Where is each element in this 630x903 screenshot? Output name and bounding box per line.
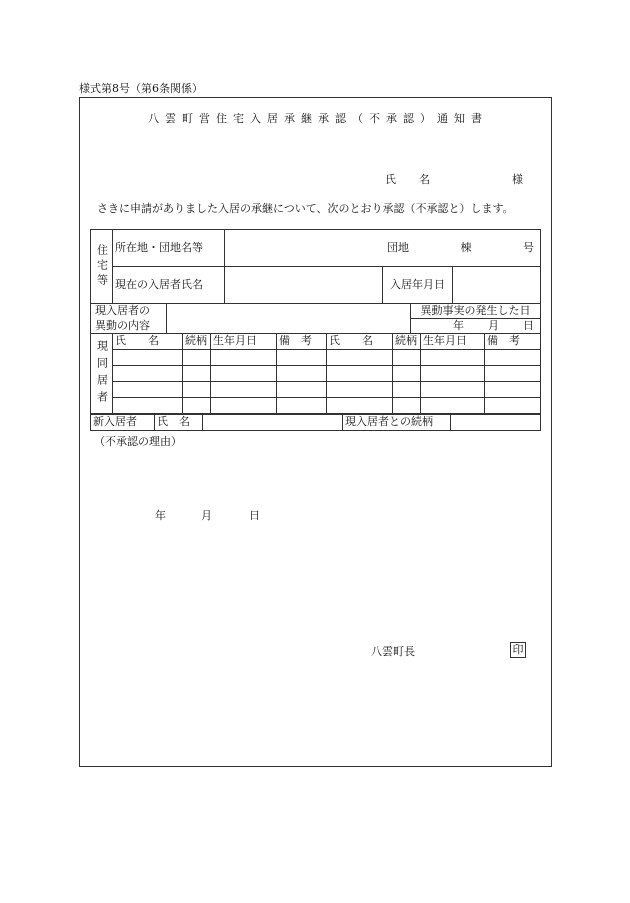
cohab-cell[interactable] xyxy=(183,350,211,366)
cohab-row xyxy=(91,382,541,398)
cohab-cell[interactable] xyxy=(327,398,393,414)
new-resident-table xyxy=(90,414,541,431)
cohab-cell[interactable] xyxy=(211,382,277,398)
document-title: 八雲町営住宅入居承継承認（不承認）通知書 xyxy=(148,112,488,125)
cohab-cell[interactable] xyxy=(211,350,277,366)
new-resident-relation-field[interactable] xyxy=(451,415,541,431)
cohab-cell[interactable] xyxy=(183,398,211,414)
cohab-cell[interactable] xyxy=(113,366,183,382)
form-number: 様式第8号（第6条関係） xyxy=(79,82,203,95)
cohab-cell[interactable] xyxy=(277,382,327,398)
seal-icon: 印 xyxy=(510,642,526,658)
change-label-line2: 異動の内容 xyxy=(95,318,150,332)
cohab-cell[interactable] xyxy=(485,350,541,366)
date-year: 年 xyxy=(155,509,166,522)
cohab-cell[interactable] xyxy=(183,366,211,382)
move-in-date-label: 入居年月日 xyxy=(383,267,453,304)
form-frame xyxy=(79,97,552,767)
addressee-name-label: 氏 名 xyxy=(385,173,436,186)
change-day: 日 xyxy=(523,318,534,332)
location-label: 所在地・団地名等 xyxy=(113,230,225,267)
issuer-name: 八雲町長 xyxy=(371,645,415,658)
intro-text: さきに申請がありました入居の承継について、次のとおり承認（不承認と）します。 xyxy=(97,202,514,215)
cohab-header-relation: 続柄 xyxy=(183,334,211,350)
cohab-cell[interactable] xyxy=(327,382,393,398)
cohab-cell[interactable] xyxy=(183,382,211,398)
cohab-cell[interactable] xyxy=(485,382,541,398)
date-month: 月 xyxy=(201,509,212,522)
cohab-cell[interactable] xyxy=(113,382,183,398)
cohab-header-birthdate: 生年月日 xyxy=(211,334,277,350)
building-label: 棟 xyxy=(460,240,472,254)
new-resident-relation-label: 現入居者との続柄 xyxy=(343,415,451,431)
cohab-cell[interactable] xyxy=(393,366,421,382)
cohab-header-remarks: 備 考 xyxy=(277,334,327,350)
danchi-label: 団地 xyxy=(387,240,409,254)
cohab-cell[interactable] xyxy=(211,398,277,414)
change-date-field[interactable] xyxy=(411,319,541,334)
current-resident-label: 現在の入居者氏名 xyxy=(113,267,225,304)
change-table xyxy=(90,303,541,334)
housing-table xyxy=(90,229,541,304)
new-resident-name-field[interactable] xyxy=(203,415,343,431)
cohab-row xyxy=(91,350,541,366)
cohabitants-table xyxy=(90,333,541,414)
cohab-header-name: 氏 名 xyxy=(327,334,393,350)
change-date-label: 異動事実の発生した日 xyxy=(411,304,541,319)
cohab-cell[interactable] xyxy=(277,398,327,414)
cohab-cell[interactable] xyxy=(421,366,485,382)
cohab-cell[interactable] xyxy=(421,350,485,366)
cohab-cell[interactable] xyxy=(327,366,393,382)
new-resident-name-label: 氏 名 xyxy=(155,415,203,431)
cohab-cell[interactable] xyxy=(485,366,541,382)
cohab-header-remarks: 備 考 xyxy=(485,334,541,350)
change-content-field[interactable] xyxy=(167,304,411,334)
cohab-row xyxy=(91,366,541,382)
cohab-cell[interactable] xyxy=(211,366,277,382)
cohab-cell[interactable] xyxy=(485,398,541,414)
housing-section-label: 住宅等 xyxy=(91,230,113,304)
change-label-line1: 現入居者の xyxy=(95,304,150,318)
unit-label: 号 xyxy=(523,240,534,254)
cohab-cell[interactable] xyxy=(327,350,393,366)
cohab-cell[interactable] xyxy=(393,398,421,414)
cohab-cell[interactable] xyxy=(421,398,485,414)
cohab-cell[interactable] xyxy=(393,350,421,366)
move-in-date-field[interactable] xyxy=(453,267,541,304)
cohab-row xyxy=(91,398,541,414)
new-resident-label: 新入居者 xyxy=(91,415,155,431)
change-year: 年 xyxy=(453,318,464,332)
cohabitants-section-label: 現同居者 xyxy=(91,334,113,414)
rejection-reason-label: （不承認の理由） xyxy=(94,435,182,448)
cohab-header-relation: 続柄 xyxy=(393,334,421,350)
cohab-cell[interactable] xyxy=(277,350,327,366)
cohab-cell[interactable] xyxy=(277,366,327,382)
cohab-cell[interactable] xyxy=(113,398,183,414)
cohab-cell[interactable] xyxy=(421,382,485,398)
cohab-header-name: 氏 名 xyxy=(113,334,183,350)
change-month: 月 xyxy=(488,318,499,332)
date-day: 日 xyxy=(249,509,260,522)
current-resident-field[interactable] xyxy=(225,267,383,304)
location-field[interactable] xyxy=(225,230,541,267)
cohab-cell[interactable] xyxy=(393,382,421,398)
cohab-header-birthdate: 生年月日 xyxy=(421,334,485,350)
addressee-honorific: 様 xyxy=(512,173,523,186)
cohab-cell[interactable] xyxy=(113,350,183,366)
